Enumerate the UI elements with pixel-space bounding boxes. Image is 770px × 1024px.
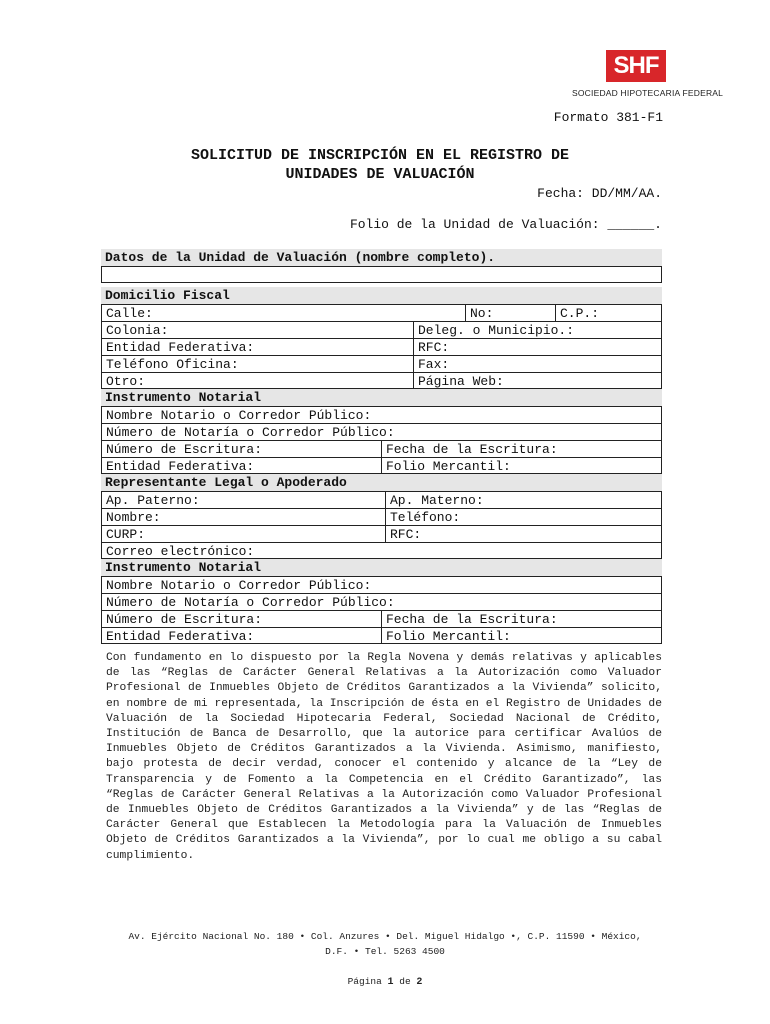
row-colonia — [101, 321, 662, 338]
web-field[interactable]: Página Web: — [413, 373, 661, 388]
telefono-rep-field[interactable]: Teléfono: — [385, 509, 661, 525]
folio-field: Folio de la Unidad de Valuación: ______. — [349, 217, 662, 232]
numero-escritura-field[interactable]: Número de Escritura: — [106, 612, 263, 627]
rfc-rep-field[interactable]: RFC: — [385, 526, 661, 542]
calle-field[interactable]: Calle: — [106, 306, 153, 321]
nombre-field[interactable]: Nombre: — [106, 510, 161, 525]
ap-materno-field[interactable]: Ap. Materno: — [385, 492, 661, 508]
fecha-escritura-field[interactable]: Fecha de la Escritura: — [381, 441, 661, 457]
row-numero-notaria-2 — [101, 593, 662, 610]
row-numero-notaria-1 — [101, 423, 662, 440]
section-header-notarial-1: Instrumento Notarial — [101, 389, 662, 406]
correo-field[interactable]: Correo electrónico: — [106, 544, 255, 558]
row-otro — [101, 372, 662, 389]
logo-tagline: SOCIEDAD HIPOTECARIA FEDERAL — [572, 88, 724, 98]
row-entidad-folio-2 — [101, 627, 662, 644]
row-nombre-notario-1 — [101, 406, 662, 423]
section-header-notarial-2: Instrumento Notarial — [101, 559, 662, 576]
fax-field[interactable]: Fax: — [413, 356, 661, 372]
entidad-notarial-field[interactable]: Entidad Federativa: — [106, 459, 255, 473]
row-escritura-2 — [101, 610, 662, 627]
page-sep: de — [399, 976, 411, 987]
cp-field[interactable]: C.P.: — [555, 305, 661, 321]
section-header-representante: Representante Legal o Apoderado — [101, 474, 662, 491]
page-number — [100, 976, 670, 988]
form-number: Formato 381-F1 — [553, 110, 663, 125]
page-current: 1 — [387, 977, 394, 988]
logo-mark: SHF — [606, 50, 666, 82]
otro-field[interactable]: Otro: — [106, 374, 146, 388]
title-line-2: UNIDADES DE VALUACIÓN — [285, 166, 475, 183]
telefono-field[interactable]: Teléfono Oficina: — [106, 357, 239, 372]
row-apellidos — [101, 491, 662, 508]
rfc-field[interactable]: RFC: — [413, 339, 661, 355]
ap-paterno-field[interactable]: Ap. Paterno: — [106, 493, 200, 508]
section-header-datos: Datos de la Unidad de Valuación (nombre completo). — [101, 249, 662, 266]
footer-line-2: D.F. • Tel. 5263 4500 — [325, 946, 445, 957]
nombre-notario-field[interactable]: Nombre Notario o Corredor Público: — [106, 408, 372, 423]
entidad-notarial-field[interactable]: Entidad Federativa: — [106, 629, 255, 643]
date-field: Fecha: DD/MM/AA. — [537, 186, 662, 201]
page-total: 2 — [416, 977, 423, 988]
deleg-field[interactable]: Deleg. o Municipio.: — [413, 322, 661, 338]
folio-mercantil-field[interactable]: Folio Mercantil: — [381, 458, 661, 473]
fecha-escritura-field[interactable]: Fecha de la Escritura: — [381, 611, 661, 627]
footer-line-1: Av. Ejército Nacional No. 180 • Col. Anzures • Del. Miguel Hidalgo •, C.P. 11590 • México, — [128, 931, 642, 942]
row-entidad-folio-1 — [101, 457, 662, 474]
row-calle — [101, 304, 662, 321]
numero-escritura-field[interactable]: Número de Escritura: — [106, 442, 263, 457]
entidad-field[interactable]: Entidad Federativa: — [106, 340, 255, 355]
numero-notaria-field[interactable]: Número de Notaría o Corredor Público: — [106, 595, 395, 610]
curp-field[interactable]: CURP: — [106, 527, 146, 542]
title-line-1: SOLICITUD DE INSCRIPCIÓN EN EL REGISTRO DE — [190, 147, 570, 164]
row-nombre-telefono — [101, 508, 662, 525]
folio-mercantil-field[interactable]: Folio Mercantil: — [381, 628, 661, 643]
numero-notaria-field[interactable]: Número de Notaría o Corredor Público: — [106, 425, 395, 440]
section-header-domicilio: Domicilio Fiscal — [101, 287, 662, 304]
legal-paragraph: Con fundamento en lo dispuesto por la Regla Novena y demás relativas y aplicables de las “Reglas de Carácter General Relativas a la Autorización como Valuador Profesional de Inmuebles Objeto de Créditos Garantizados a la Vivienda” solicito, en nombre de mi representada, la Inscripción de ésta en el Registro de Unidades de Valuación de la Sociedad Hipotecaria Federal, Sociedad Nacional de Crédito, Institución de Banca de Desarrollo, que la autorice para certificar Avalúos de Inmuebles Objeto de Créditos Garantizados a la Vivienda. Asimismo, manifiesto, bajo protesta de decir verdad, conocer el contenido y alcance de la “Ley de Transparencia y de Fomento a la Competencia en el Crédito Garantizado”, las “Reglas de Carácter General Relativas a la Autorización como Valuador Profesional de Inmuebles Objeto de Créditos Garantizados a la Vivienda” y de las “Reglas de Carácter General que Establecen la Metodología para la Valuación de Inmuebles Objeto de Créditos Garantizados a la Vivienda”, por lo cual me obligo a su cabal cumplimiento. — [106, 652, 662, 862]
page-title — [100, 146, 660, 184]
row-telefono — [101, 355, 662, 372]
row-correo — [101, 542, 662, 559]
row-curp-rfc — [101, 525, 662, 542]
registration-form — [101, 249, 662, 644]
nombre-notario-field[interactable]: Nombre Notario o Corredor Público: — [106, 578, 372, 593]
row-nombre-notario-2 — [101, 576, 662, 593]
footer-address — [100, 929, 670, 959]
page-prefix: Página — [347, 976, 382, 987]
colonia-field[interactable]: Colonia: — [106, 323, 169, 338]
numero-field[interactable]: No: — [465, 305, 555, 321]
row-escritura-1 — [101, 440, 662, 457]
unit-name-field[interactable] — [101, 266, 662, 283]
shf-logo — [572, 50, 724, 98]
row-entidad — [101, 338, 662, 355]
